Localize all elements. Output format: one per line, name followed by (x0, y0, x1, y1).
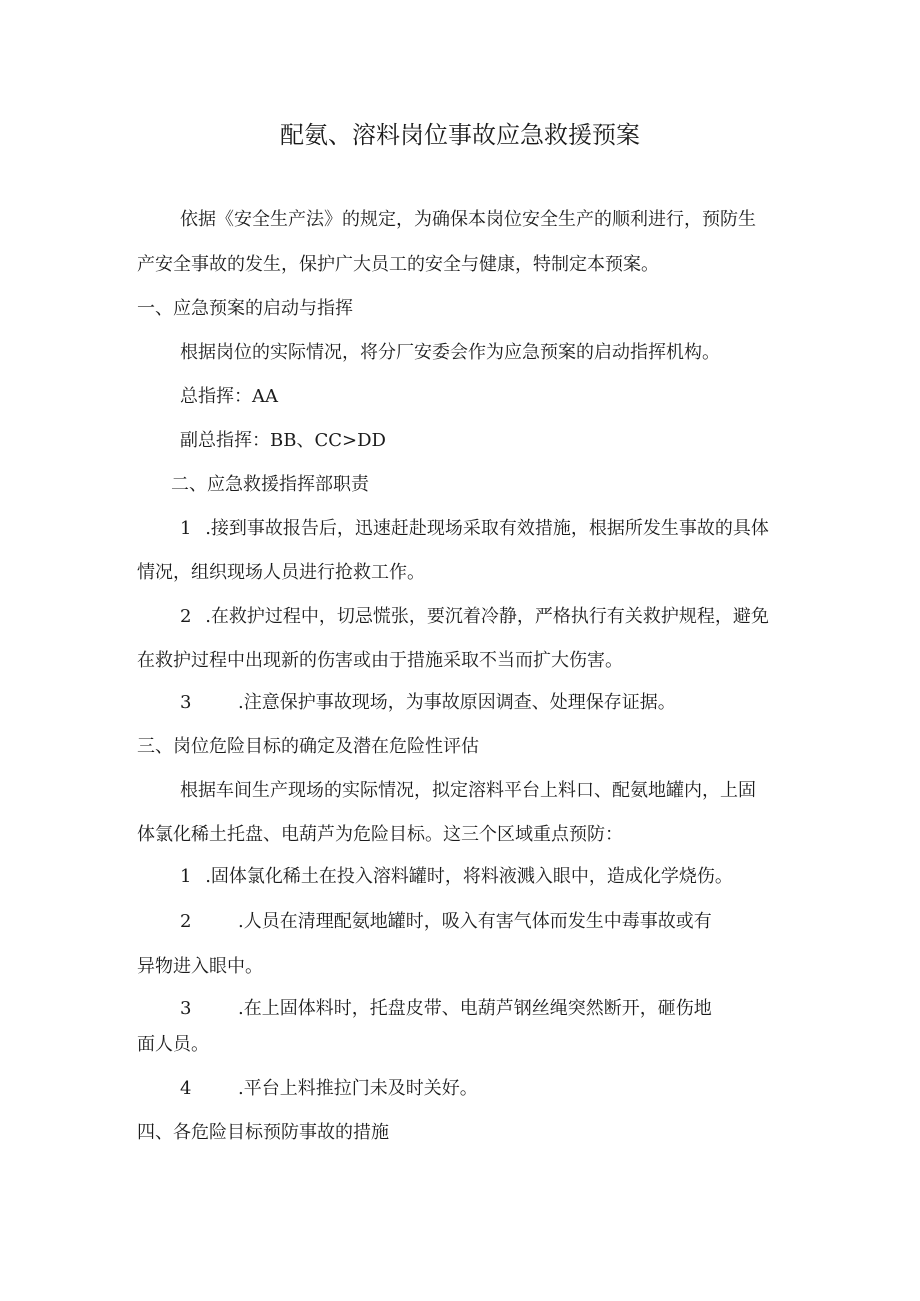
section3-item2-line1 (180, 909, 712, 935)
section1-heading: 一、应急预案的启动与指挥 (137, 298, 353, 319)
item-number: 1 (180, 866, 192, 887)
section4-heading: 四、各危险目标预防事故的措施 (137, 1122, 389, 1143)
section3-item3-line1 (180, 996, 712, 1022)
item-number: 2 (180, 606, 192, 627)
section3-body-line2: 体氯化稀土托盘、电葫芦为危险目标。这三个区域重点预防： (137, 824, 623, 845)
item-number: 4 (180, 1078, 192, 1099)
item-text: .注意保护事故现场，为事故原因调查、处理保存证据。 (238, 692, 676, 713)
section1-commander: 总指挥：AA (180, 386, 278, 407)
item-number: 2 (180, 911, 192, 932)
intro-line-1: 依据《安全生产法》的规定，为确保本岗位安全生产的顺利进行，预防生 (180, 209, 756, 230)
intro-line-2: 产安全事故的发生，保护广大员工的安全与健康，特制定本预案。 (137, 254, 659, 275)
section2-item1-line1 (180, 516, 769, 542)
item-text: .在救护过程中，切忌慌张，要沉着冷静，严格执行有关救护规程，避免 (205, 606, 769, 627)
section3-item4-line1 (180, 1076, 478, 1102)
section1-body: 根据岗位的实际情况，将分厂安委会作为应急预案的启动指挥机构。 (180, 342, 720, 363)
item-number: 3 (180, 998, 192, 1019)
item-text: .固体氯化稀土在投入溶料罐时，将料液溅入眼中，造成化学烧伤。 (205, 866, 733, 887)
item-text: .人员在清理配氨地罐时，吸入有害气体而发生中毒事故或有 (238, 911, 712, 932)
section3-item1-line1 (180, 864, 733, 890)
item-text: .平台上料推拉门未及时关好。 (238, 1078, 478, 1099)
item-text: .在上固体料时，托盘皮带、电葫芦钢丝绳突然断开，砸伤地 (238, 998, 712, 1019)
section2-item3-line1 (180, 690, 676, 716)
item-number: 1 (180, 518, 192, 539)
section1-deputy: 副总指挥：BB、CC>DD (180, 430, 386, 451)
section3-heading: 三、岗位危险目标的确定及潜在危险性评估 (137, 736, 479, 757)
document-title: 配氨、溶料岗位事故应急救援预案 (280, 121, 640, 149)
section3-item3-line2: 面人员。 (137, 1034, 209, 1055)
section2-heading: 二、应急救援指挥部职责 (171, 474, 369, 495)
item-number: 3 (180, 692, 192, 713)
section3-item2-line2: 异物进入眼中。 (137, 956, 263, 977)
item-text: .接到事故报告后，迅速赶赴现场采取有效措施，根据所发生事故的具体 (205, 518, 769, 539)
section2-item1-line2: 情况，组织现场人员进行抢救工作。 (137, 562, 425, 583)
section2-item2-line2: 在救护过程中出现新的伤害或由于措施采取不当而扩大伤害。 (137, 650, 623, 671)
section2-item2-line1 (180, 604, 769, 630)
section3-body-line1: 根据车间生产现场的实际情况，拟定溶料平台上料口、配氨地罐内，上固 (180, 780, 756, 801)
